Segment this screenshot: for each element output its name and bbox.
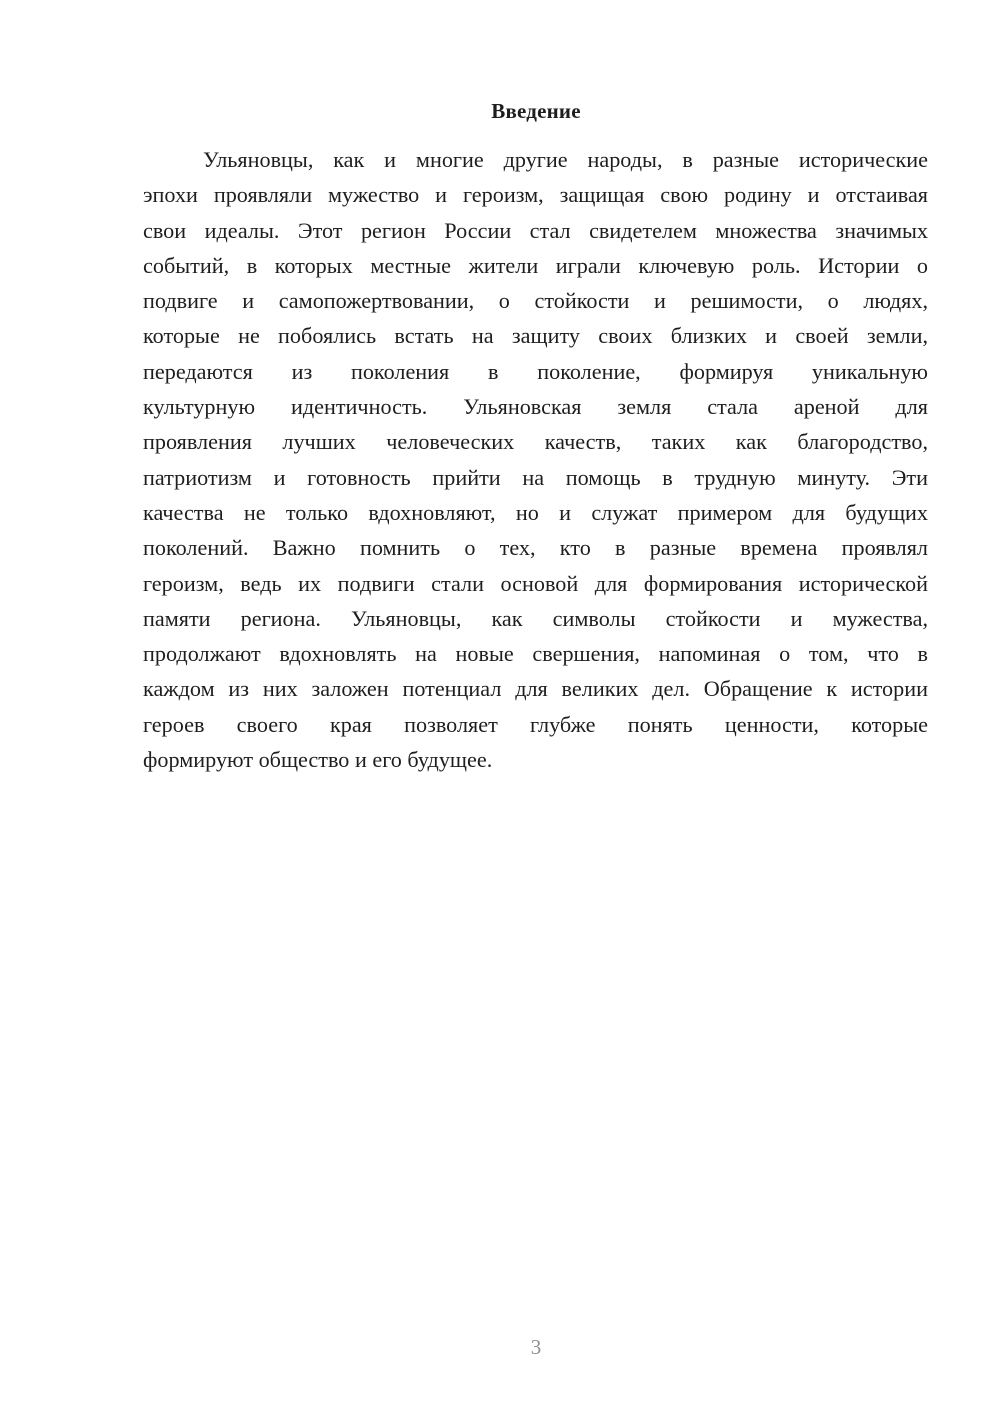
paragraph-line: эпохи проявляли мужество и героизм, защищая свою родину и отстаивая [143,182,928,208]
paragraph-line: формируют общество и его будущее. [143,747,493,773]
paragraph-line: передаются из поколения в поколение, формируя уникальную [143,358,928,384]
paragraph-line: событий, в которых местные жители играли ключевую роль. Истории о [143,252,928,278]
paragraph-line: свои идеалы. Этот регион России стал свидетелем множества значимых [143,217,928,243]
paragraph-line: памяти региона. Ульяновцы, как символы стойкости и мужества, [143,605,928,631]
paragraph-line: которые не побоялись встать на защиту своих близких и своей земли, [143,323,928,349]
paragraph-line: подвиге и самопожертвовании, о стойкости и решимости, о людях, [143,288,928,314]
paragraph-line: проявления лучших человеческих качеств, таких как благородство, [143,429,928,455]
page-number: 3 [530,1335,542,1359]
paragraph-line: продолжают вдохновлять на новые свершения, напоминая о том, что в [143,641,928,667]
body-paragraph [143,142,928,777]
paragraph-line: героизм, ведь их подвиги стали основой для формирования исторической [143,570,928,596]
paragraph-line: поколений. Важно помнить о тех, кто в разные времена проявлял [143,535,928,561]
paragraph-line: патриотизм и готовность прийти на помощь в трудную минуту. Эти [143,464,928,490]
paragraph-line: качества не только вдохновляют, но и служат примером для будущих [143,499,928,525]
paragraph-line: культурную идентичность. Ульяновская земля стала ареной для [143,394,928,420]
paragraph-line: Ульяновцы, как и многие другие народы, в разные исторические [203,147,928,172]
paragraph-line: каждом из них заложен потенциал для великих дел. Обращение к истории [143,676,928,702]
section-title: Введение [491,99,581,123]
paragraph-line: героев своего края позволяет глубже понять ценности, которые [143,711,928,737]
